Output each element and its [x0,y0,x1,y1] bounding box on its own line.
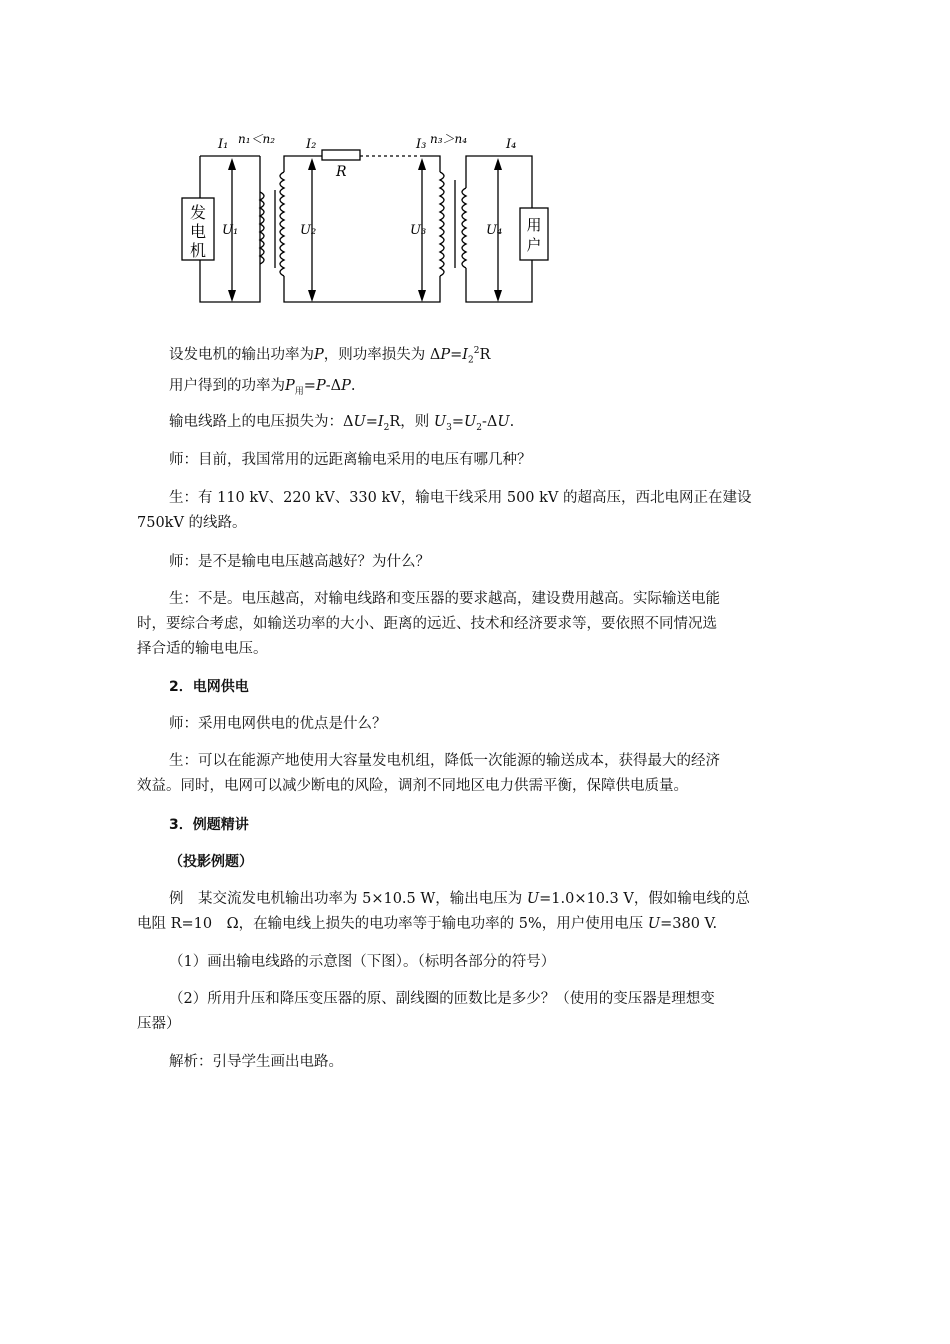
example-line1 [137,887,849,912]
u1-arrow-head-top [228,158,236,170]
text: = [450,346,463,363]
text: 2 [468,355,474,366]
text: 用 [294,386,304,397]
voltage-loss-paragraph [137,410,849,441]
section-heading-3: 3．例题精讲 [169,817,249,833]
text: U [464,414,477,430]
generator-label-1: 发 [189,203,207,222]
transmission-circuit-diagram [176,128,556,314]
text: ，则功率损失为 Δ [323,346,441,363]
text: = [365,414,378,430]
text: 2 [383,422,390,433]
student-answer-2-line2: 时，要综合考虑，如输送功率的大小、距离的远近、技术和经济要求等，要依照不同情况选 [137,616,717,632]
u1-arrow-head-bottom [228,290,236,302]
i2-label: I₂ [306,137,317,152]
text: U [497,414,510,430]
text: -Δ [481,414,498,430]
u2-arrow-head-top [308,158,316,170]
question-2-line1: （2）所用升压和降压变压器的原、副线圈的匝数比是多少？（使用的变压器是理想变 [169,991,715,1007]
student-answer-3-line2: 效益。同时，电网可以减少断电的风险，调剂不同地区电力供需平衡，保障供电质量。 [137,778,688,794]
teacher-question-3: 师：采用电网供电的优点是什么？ [169,716,387,732]
question-1: （1）画出输电线路的示意图（下图）。（标明各部分的符号） [169,954,556,970]
n34-label: n₃＞n₄ [430,132,468,146]
student-answer-3-line1: 生：可以在能源产地使用大容量发电机组，降低一次能源的输送成本，获得最大的经济 [169,753,720,769]
generator-label-2: 电 [189,222,207,241]
text: U [353,414,366,430]
text: P [440,346,451,363]
text: 2 [476,422,482,433]
text: 用户得到的功率为 [169,378,285,394]
u2-arrow-head-bottom [308,290,316,302]
line-bottom [284,276,440,302]
u1-label: U₁ [222,223,239,238]
text: . [350,378,356,394]
u3-arrow-head-top [418,158,426,170]
text: R [479,346,491,363]
i1-label: I₁ [218,137,229,152]
student-answer-2-line3: 择合适的输电电压。 [137,641,268,657]
generator-label-3: 机 [189,241,207,260]
u3-label: U₃ [410,223,427,238]
u4-label: U₄ [486,223,503,238]
text: P [285,378,295,394]
text: = [303,378,316,394]
text: = [451,414,464,430]
user-power-paragraph [137,374,849,405]
student-answer-2-line1: 生：不是。电压越高，对输电线路和变压器的要求越高，建设费用越高。实际输送电能 [169,591,720,607]
student-answer-1-line1: 生：有 110 kV、220 kV、330 kV，输电干线采用 500 kV 的超高压，西北电网正在建设 [169,490,752,506]
text: U [647,916,661,932]
sub-heading: （投影例题） [169,854,253,870]
example-line2 [137,912,817,937]
u2-label: U₂ [300,223,317,238]
r-label: R [336,164,347,180]
text: 2 [473,346,480,356]
student-answer-1-line2: 750kV 的线路。 [137,515,247,531]
u4-arrow-head-bottom [494,290,502,302]
power-loss-paragraph [137,339,849,374]
text: 设发电机的输出功率为 [169,346,314,363]
n12-label: n₁＜n₂ [238,132,276,146]
text: 例 某交流发电机输出功率为 5×10.5 W，输出电压为 [169,891,527,907]
line-top-left [284,156,322,172]
text: I [462,346,469,363]
u4-arrow-head-top [494,158,502,170]
question-2-line2: 压器） [137,1016,181,1032]
teacher-question-1: 师：目前，我国常用的远距离输电采用的电压有哪几种？ [169,452,532,468]
text: P [314,346,324,363]
transformer1-secondary-coil [280,172,284,276]
resistor-r [322,150,360,160]
user-label-1: 用 [526,216,542,234]
text: -Δ [325,378,342,394]
text: =1.0×10.3 V，假如输电线的总 [539,891,750,907]
user-label-2: 户 [526,236,542,254]
text: U [526,891,540,907]
text: R，则 [389,414,434,430]
text: 3 [446,422,452,433]
text: =380 V. [660,916,718,932]
text: 输电线路上的电压损失为：Δ [169,414,354,430]
section-heading-2: 2．电网供电 [169,679,249,695]
text: I [377,414,384,430]
teacher-question-2: 师：是不是输电电压越高越好？为什么？ [169,554,430,570]
analysis-paragraph: 解析：引导学生画出电路。 [169,1054,343,1070]
transformer2-primary-coil [440,172,444,276]
i3-label: I₃ [416,137,427,152]
text: P [341,378,351,394]
text: U [433,414,447,430]
text: P [315,378,326,394]
text: 电阻 R=10 Ω，在输电线上损失的电功率等于输电功率的 5%，用户使用电压 [137,916,648,932]
transformer2-secondary-coil [462,188,466,268]
i4-label: I₄ [506,137,517,152]
u3-arrow-head-bottom [418,290,426,302]
text: . [509,414,515,430]
